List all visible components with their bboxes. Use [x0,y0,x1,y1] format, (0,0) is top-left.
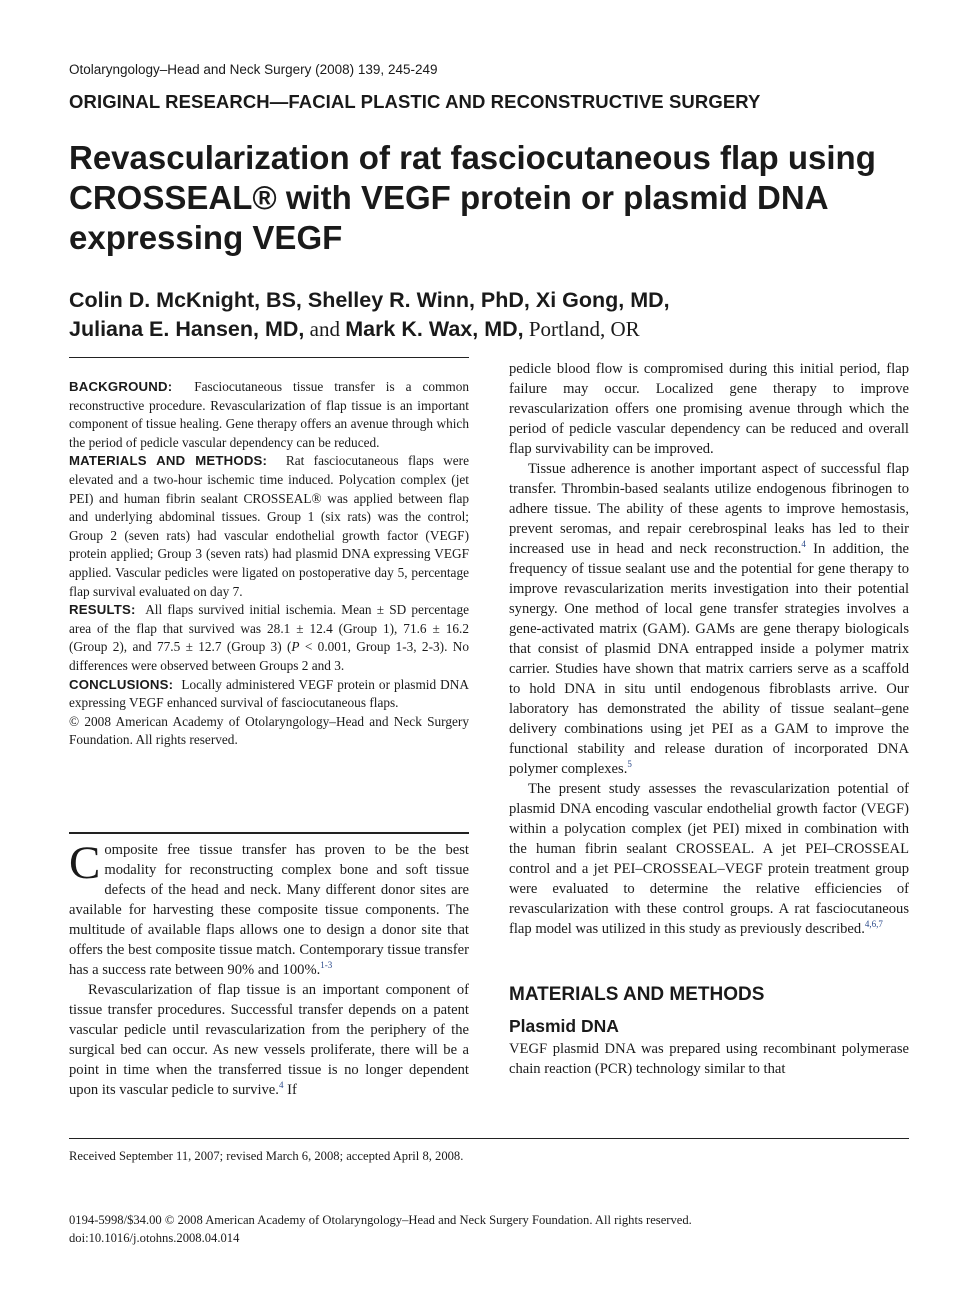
right-paragraph-3 [509,779,909,939]
received-dates: Received September 11, 2007; revised March 6, 2008; accepted April 8, 2008. [69,1149,464,1163]
citation-link[interactable]: 4 [278,1080,284,1091]
abstract-bottom-rule [69,832,469,834]
author-and: and [304,317,346,341]
plasmid-dna-heading: Plasmid DNA [509,1016,619,1036]
plasmid-paragraph: VEGF plasmid DNA was prepared using recombinant polymerase chain reaction (PCR) technology similar to that [509,1041,909,1077]
intro-p2-text: Revascularization of flap tissue is an important component of tissue transfer procedures. Successful transfer depends on a patent vascular pedicle until revascularization from the periphery of the surgical bed can occur. As new vessels proliferate, there will be a point in time when the transferred tissue is no longer dependent upon its vascular pedicle to survive. [69,982,469,1098]
author-list [69,286,929,344]
body-right-column [509,359,909,1079]
author-hansen: Juliana E. Hansen, MD, [69,317,305,341]
methods-label: MATERIALS AND METHODS: [69,453,268,469]
journal-citation: Otolaryngology–Head and Neck Surgery (2008) 139, 245-249 [69,62,438,77]
intro-p1-text: omposite free tissue transfer has proven to be the best modality for reconstructing complex bone and soft tissue defects of the head and neck. Many different donor sites are available for harvesting these composite tissue components. The multitude of available flaps allows one to design a donor site that offers the best composite tissue match. Contemporary tissue transfer has a success rate between 90% and 100%. [69,842,469,978]
methods-text: Rat fasciocutaneous flaps were elevated and a two-hour ischemic time induced. Polycation complex (jet PEI) and human fibrin sealant CROSSEAL® was applied between flap and underlying abdominal tissues. Group 1 (six rats) was the control; Group 2 (seven rats) had vascular endothelial growth factor (VEGF) protein applied; Group 3 (seven rats) had plasmid DNA expressing VEGF applied. Vascular pedicles were ligated on postoperative day 5, percentage flap survival evaluated on day 7. [69,453,469,599]
methods-heading: MATERIALS AND METHODS [509,984,765,1005]
abstract-results [69,601,469,675]
results-text-b: < 0.001, Group 1-3, 2-3). No differences were observed between Groups 2 and 3. [69,639,469,673]
right-p2-text-a: Tissue adherence is another important aspect of successful flap transfer. Thrombin-based sealants utilize endogenous fibrinogen to adhere tissue. The ability of these agents to improve hemostasis, prevent seromas, and repair cerebrospinal leaks has led to their increased use in head and neck reconstruction. [509,461,909,557]
right-paragraph-2 [509,459,909,779]
right-p2-text-b: In addition, the frequency of tissue sealant use and the potential for gene therapy to improve revascularization merits investigation into their potential synergy. One method of local gene transfer strategies involves a gene-activated matrix (GAM). GAMs are gene therapy biologicals that consist of plasmid DNA entrapped inside a polymer matrix carrier. Studies have shown that matrix carriers serve as a scaffold to hold DNA in situ until endogenous fibroblasts arrive. Our laboratory has demonstrated the ability of tissue sealant–gene delivery combinations using jet PEI as a GAM to improve the functional stability and release duration of incorporated DNA polymer complexes. [509,541,909,777]
citation-link[interactable]: 4,6,7 [864,919,883,930]
doi-line[interactable]: doi:10.1016/j.otohns.2008.04.014 [69,1231,240,1245]
issn-copyright-line: 0194-5998/$34.00 © 2008 American Academy of Otolaryngology–Head and Neck Surgery Foundation. All rights reserved. [69,1213,692,1227]
right-p3-text: The present study assesses the revascularization potential of plasmid DNA encoding vascular endothelial growth factor (VEGF) within a polycation complex (jet PEI) mixed in combination with the human fibrin sealant CROSSEAL. A jet PEI–CROSSEAL control and a jet PEI–CROSSEAL–VEGF protein treatment group were evaluated to determine the relative efficiencies of revascularization with these control groups. A rat fasciocutaneous flap model was utilized in this study as previously described. [509,781,909,937]
right-paragraph-1: pedicle blood flow is compromised during this initial period, flap failure may occur. Localized gene therapy to improve revascularization offers one promising avenue through which the period of pedicle vascular dependency can be reduced and overall flap survivability can be improved. [509,361,909,457]
conclusions-label: CONCLUSIONS: [69,676,174,692]
background-label: BACKGROUND: [69,379,173,394]
abstract [69,378,469,750]
body-left-column [69,837,469,1100]
abstract-top-rule [69,357,469,358]
author-location: Portland, OR [523,317,640,341]
citation-link[interactable]: 4 [801,539,806,550]
article-title: Revascularization of rat fasciocutaneous flap using CROSSEAL® with VEGF protein or plasmid DNA expressing VEGF [69,139,876,256]
intro-paragraph-1 [69,837,469,980]
intro-paragraph-2 [69,980,469,1100]
abstract-conclusions [69,676,469,713]
footnote-rule [69,1138,909,1139]
background-text: Fasciocutaneous tissue transfer is a common reconstructive procedure. Revascularization of flap tissue is an important component of tissue healing. Gene therapy offers an avenue through which the period of pedicle vascular dependency can be reduced. [69,379,469,450]
results-text-a: All flaps survived initial ischemia. Mean ± SD percentage area of the flap that survived was 28.1 ± 12.4 (Group 1), 71.6 ± 16.2 (Group 2), and 77.5 ± 12.7 (Group 3) ( [69,602,469,655]
citation-link[interactable]: 5 [627,759,632,770]
abstract-background [69,378,469,452]
copyright-footer [69,1211,929,1247]
results-label: RESULTS: [69,602,136,618]
results-p-symbol: P [291,639,300,655]
drop-cap: C [69,837,101,889]
section-heading: ORIGINAL RESEARCH—FACIAL PLASTIC AND RECONSTRUCTIVE SURGERY [69,91,761,112]
author-line-2 [69,315,929,344]
abstract-methods [69,452,469,601]
intro-p2-tail: If [283,1082,297,1098]
author-line-1 [69,286,929,315]
abstract-copyright: © 2008 American Academy of Otolaryngology–Head and Neck Surgery Foundation. All rights reserved. [69,713,469,748]
citation-link[interactable]: 1-3 [320,960,333,971]
authors-line1: Colin D. McKnight, BS, Shelley R. Winn, PhD, Xi Gong, MD, [69,288,670,312]
conclusions-text: Locally administered VEGF protein or plasmid DNA expressing VEGF enhanced survival of fasciocutaneous flaps. [69,676,469,711]
author-wax: Mark K. Wax, MD, [345,317,524,341]
